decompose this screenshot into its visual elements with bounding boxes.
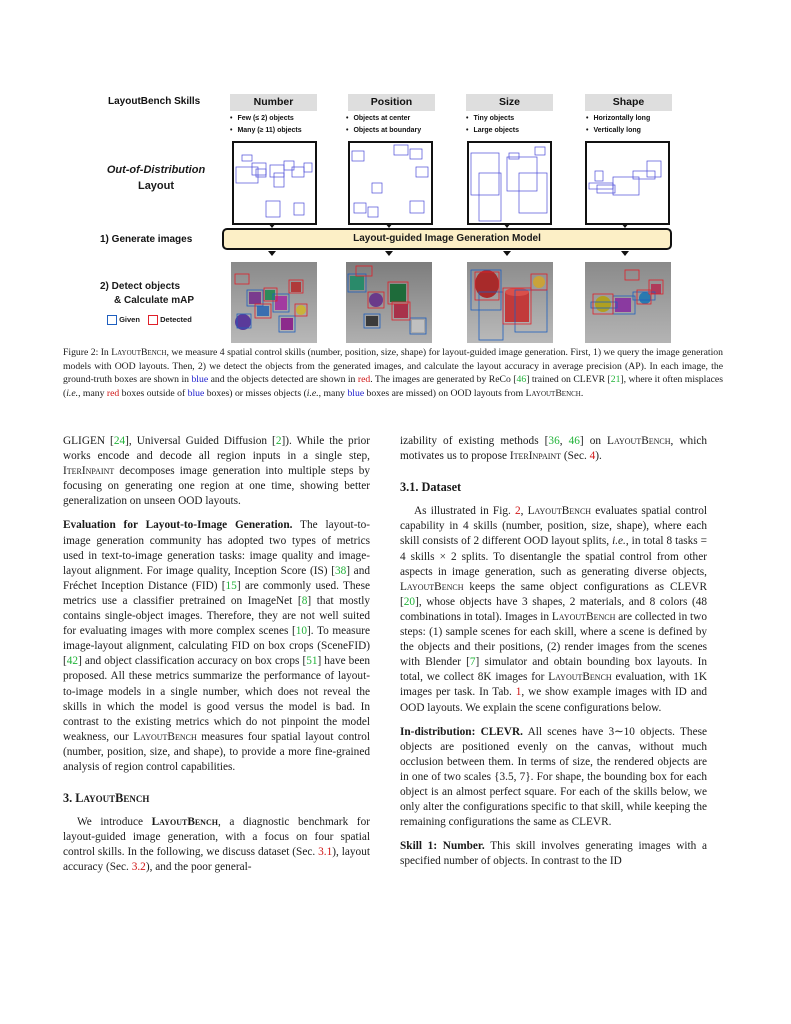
text: ), and the poor general-	[145, 861, 252, 874]
text: ] are commonly used. These metrics use a classifier pretrained on ImageNet [	[63, 579, 370, 607]
section-title: LayoutBench	[75, 791, 150, 806]
citation-link[interactable]: 15	[225, 579, 237, 592]
paragraph-heading: Skill 1: Number.	[400, 840, 485, 853]
figure-link[interactable]: 2	[514, 505, 521, 518]
generated-scene-position	[346, 262, 432, 343]
caption-layoutbench: LayoutBench	[111, 347, 167, 358]
layout-position-boxes	[350, 143, 431, 223]
caption-red-word: red	[357, 374, 371, 386]
legend-detected-swatch	[148, 315, 158, 325]
text: , in total 8 tasks = 4 skills × 2 splits. To disentangle the spatial control from other aspects in image generation, such as generating diverse objects,	[400, 535, 707, 578]
text: , which motivates us to propose	[400, 435, 708, 463]
generated-image-size	[467, 262, 553, 343]
generated-scene-size	[467, 262, 553, 343]
layout-number-boxes	[234, 143, 315, 223]
layoutbench-name: LayoutBench	[607, 435, 671, 447]
step2-line2: & Calculate mAP	[114, 295, 195, 306]
arrow-down-icon	[503, 251, 511, 256]
text: The layout-to-image generation community has adopted two types of metrics used in text-to-image generation tasks: image quality and image-layout alignment. For image quality, Inception Score (IS) [	[63, 519, 370, 577]
paragraph-heading: In-distribution: CLEVR.	[400, 725, 523, 738]
bullet: • Few (≤ 2) objects	[230, 113, 302, 125]
caption-blue-word: blue	[347, 387, 365, 399]
right-column	[400, 434, 707, 869]
generated-scene-shape	[585, 262, 671, 343]
caption-text: , many	[78, 387, 107, 399]
text: ,	[520, 505, 528, 518]
caption-text: .	[580, 387, 584, 399]
ood-label-line2: Layout	[137, 180, 175, 192]
caption-text: boxes are missed) on OOD layouts from	[364, 387, 526, 399]
caption-text: . The images are generated by ReCo [	[370, 374, 517, 386]
section-3-heading	[63, 791, 370, 806]
legend-given-swatch	[107, 315, 117, 325]
text: ]. To measure image-layout alignment, calculating FID on box crops (SceneFID) [	[63, 625, 370, 668]
generated-image-shape	[585, 262, 671, 343]
skill-title-number: Number	[230, 94, 317, 111]
bullet: • Vertically long	[586, 125, 650, 137]
citation-link[interactable]: 8	[301, 594, 308, 607]
caption-ie: i.e.	[306, 387, 319, 399]
text: keeps the same object configurations as CLEVR [	[400, 580, 707, 608]
citation-link[interactable]: 10	[295, 625, 308, 638]
text: ] that mostly contains single-object images. Therefore, they are not well suited for evaluating images with more complex scenes [	[63, 594, 371, 638]
layout-size	[467, 141, 552, 225]
citation-link[interactable]: 21	[610, 374, 621, 386]
text: are collected in two steps: (1) sample scenes for each skill, where a scene is defined by the objects and their positions, (2) render images from the scenes with Blender [	[400, 610, 707, 669]
text: ,	[559, 435, 569, 447]
layout-position	[348, 141, 433, 225]
paragraph-heading: Evaluation for Layout-to-Image Generation.	[63, 519, 293, 532]
iterinpaint-name: IterInpaint	[63, 465, 115, 478]
left-paragraph-1	[63, 434, 370, 509]
caption-blue-word: blue	[191, 374, 209, 386]
text: ]). While the prior works encode and decode all region inputs in a single step,	[63, 435, 371, 463]
text: (Sec.	[561, 450, 590, 463]
layoutbench-name: LayoutBench	[527, 505, 592, 518]
caption-text: , we measure 4 spatial control skills (number, position, size, shape) for layout-guided image generation. First, 1) we query the image generation models with OOD layouts. Then, 2) we detect the objects from the generated images, and calculate the layout accuracy in average precision (AP). In each image, the ground-truth boxes are shown in	[63, 347, 723, 386]
text: decomposes image generation into multiple steps by focusing on generating one region at one time, showing better generalization on unseen OOD layouts.	[63, 465, 370, 508]
skills-row-label: LayoutBench Skills	[108, 96, 201, 107]
step2-line1: 2) Detect objects	[100, 281, 181, 292]
skill-bullets-size	[466, 113, 519, 137]
text: ] and object classification accuracy on box crops [	[78, 655, 307, 668]
model-box: Layout-guided Image Generation Model	[222, 228, 672, 250]
text: izability of existing methods [	[400, 435, 549, 447]
step2-label	[100, 280, 194, 308]
layoutbench-name: LayoutBench	[400, 580, 464, 593]
arrow-down-icon	[621, 251, 629, 256]
caption-red-word: red	[106, 387, 120, 399]
text: measures four spatial layout control (number, position, size, and shape), to provide a more fine-grained analysis of region control capabilities.	[63, 730, 370, 773]
section-link[interactable]: 3.1	[318, 846, 333, 859]
generated-scene-number	[231, 262, 317, 343]
bullet: • Many (≥ 11) objects	[230, 125, 302, 137]
text: ], whose objects have 3 shapes, 2 materials, and 8 colors (48 combinations in total). Images in	[400, 595, 707, 623]
text: ] and Fréchet Inception Distance (FID) [	[63, 564, 370, 592]
skill-bullets-number	[230, 113, 302, 137]
caption-ie: i.e.	[66, 387, 79, 399]
text: ] have been proposed. All these metrics summarize the performance of layout-to-image models in a single number, which does not reveal the skills in which the model is good versus the model is bad. In contrast to the existing metrics which do not pinpoint the model weakness, our	[63, 655, 370, 743]
step1-label: 1) Generate images	[100, 234, 193, 245]
arrow-down-icon	[385, 251, 393, 256]
bullet: • Tiny objects	[466, 113, 519, 125]
citation-link[interactable]: 42	[66, 655, 79, 668]
citation-link[interactable]: 24	[113, 435, 126, 447]
layout-shape	[585, 141, 670, 225]
caption-layoutbench: LayoutBench	[525, 387, 581, 399]
skill-title-size: Size	[466, 94, 553, 111]
bullet: • Horizontally long	[586, 113, 650, 125]
legend-given-label: Given	[119, 315, 140, 325]
citation-link[interactable]: 7	[469, 656, 476, 669]
text: We introduce	[77, 816, 152, 829]
right-paragraph-3	[400, 839, 707, 869]
generated-image-number	[231, 262, 317, 343]
right-paragraph-1	[400, 504, 707, 715]
layout-size-boxes	[469, 143, 550, 223]
skill-bullets-position	[346, 113, 421, 137]
ood-layout-label	[100, 162, 212, 194]
arrow-down-icon	[268, 251, 276, 256]
text: , a diagnostic benchmark for layout-guided image generation, with a focus on four spatial control skills. In the following, we discuss dataset (Sec.	[63, 816, 370, 859]
layoutbench-name: LayoutBench	[551, 610, 616, 623]
citation-link[interactable]: 51	[306, 655, 318, 668]
right-paragraph-0	[400, 434, 707, 464]
text: evaluation, with 1K images per task. In Tab.	[400, 671, 707, 699]
skill-title-position: Position	[348, 94, 435, 111]
text: GLIGEN [	[63, 435, 114, 447]
table-link[interactable]: 1	[515, 686, 522, 699]
section-number: 3.	[63, 791, 76, 806]
section-3-1-heading: 3.1. Dataset	[400, 480, 462, 495]
legend	[107, 315, 192, 325]
caption-text: boxes) or misses objects (	[204, 387, 307, 399]
figure-caption	[63, 346, 723, 400]
bullet: • Large objects	[466, 125, 519, 137]
section-link[interactable]: 4	[589, 450, 596, 463]
text: ], Universal Guided Diffusion [	[125, 435, 276, 447]
caption-text: ] trained on CLEVR [	[526, 374, 611, 386]
text: This skill involves generating images with a specified number of objects. In contrast to the ID	[400, 840, 707, 868]
text: As illustrated in Fig.	[414, 505, 515, 518]
right-paragraph-2	[400, 725, 707, 831]
text-ie: i.e.	[612, 535, 626, 548]
text: ).	[595, 450, 602, 463]
caption-text: and the objects detected are shown in	[208, 374, 358, 386]
citation-link[interactable]: 2	[275, 435, 282, 447]
layoutbench-name: LayoutBench	[548, 671, 612, 684]
section-link[interactable]: 3.2	[131, 861, 146, 874]
caption-text: ], where it often misplaces (	[63, 374, 723, 399]
layoutbench-name: LayoutBench	[151, 816, 218, 829]
ood-label-line1: Out-of-Distribution	[106, 164, 206, 176]
citation-link[interactable]: 46	[568, 435, 580, 447]
left-paragraph-3	[63, 815, 370, 875]
bullet: • Objects at center	[346, 113, 421, 125]
caption-text: , many	[318, 387, 348, 399]
citation-link[interactable]: 46	[516, 374, 527, 386]
left-column	[63, 434, 370, 876]
iterinpaint-name: IterInpaint	[509, 450, 562, 463]
citation-link[interactable]: 38	[334, 564, 347, 577]
text: All scenes have 3∼10 objects. These objects are positioned evenly on the canvas, without much occlusion between them. In terms of size, the rendered objects are in one of two scales {3.5, 7}. For shape, the bounding box for each object is an almost perfect square. For each of the skills below, we only alter the configurations specific to that skill, while keeping the remaining configurations the same as CLEVR.	[400, 725, 707, 829]
left-paragraph-2	[63, 518, 370, 775]
bullet: • Objects at boundary	[346, 125, 421, 137]
skill-bullets-shape	[586, 113, 650, 137]
generated-image-position	[346, 262, 432, 343]
legend-detected-label: Detected	[160, 315, 192, 325]
caption-text: boxes outside of	[119, 387, 188, 399]
skill-title-shape: Shape	[585, 94, 672, 111]
layout-shape-boxes	[587, 143, 668, 223]
layout-number	[232, 141, 317, 225]
layoutbench-name: LayoutBench	[133, 730, 197, 743]
text: , we show example images with ID and OOD layouts. We explain the scene configurations below.	[400, 686, 708, 714]
text: ), layout accuracy (Sec.	[63, 846, 370, 874]
text: ] on	[579, 435, 608, 447]
caption-blue-word: blue	[187, 387, 205, 399]
citation-link[interactable]: 36	[548, 435, 560, 447]
text: ] simulator and obtain bounding box layouts. In total, we collect 8K images for	[400, 656, 707, 684]
caption-text: Figure 2: In	[63, 347, 112, 358]
text: evaluates spatial control capability in 4 skills (number, position, size, shape), where each skill consists of 2 different OOD layout splits,	[400, 505, 707, 548]
citation-link[interactable]: 20	[403, 595, 416, 608]
